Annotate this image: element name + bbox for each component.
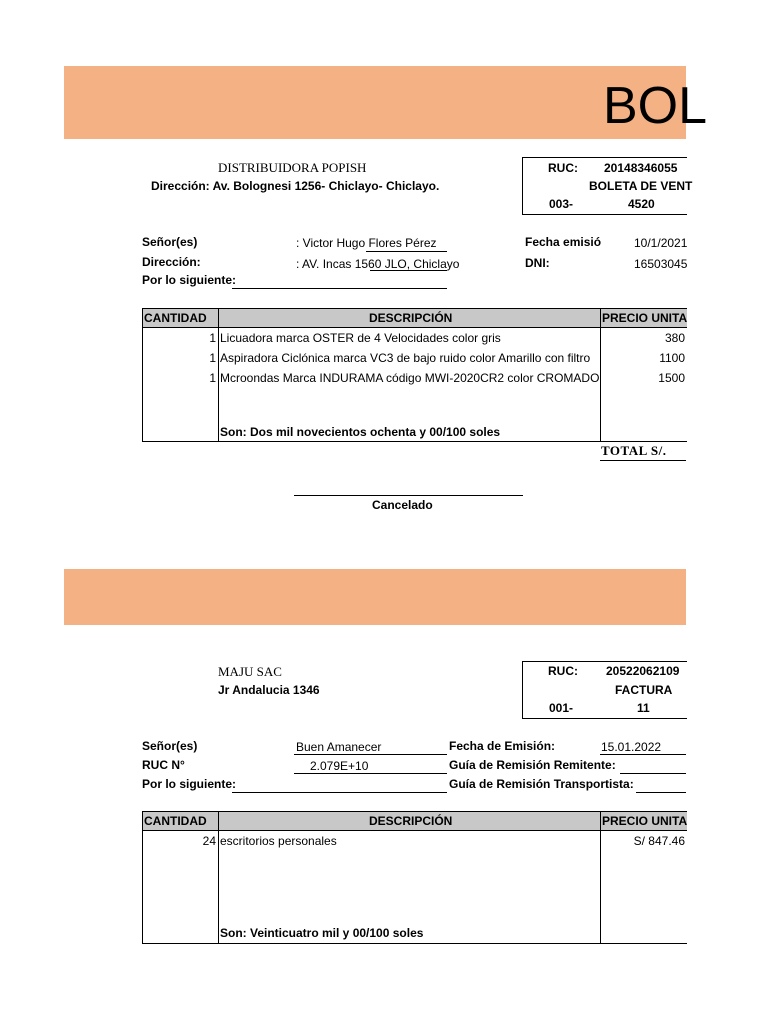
factura-ruc: 20522062109 <box>606 664 680 678</box>
boleta-row-3-desc: Mcroondas Marca INDURAMA código MWI-2020CR2 color CROMADO <box>220 371 600 385</box>
boleta-customer-label: Señor(es) <box>142 235 198 249</box>
factura-col-divider-1 <box>218 812 219 943</box>
factura-row-1-qty: 24 <box>202 834 216 848</box>
factura-date-label: Fecha de Emisión: <box>449 739 556 753</box>
boleta-ruc: 20148346055 <box>604 161 678 175</box>
boleta-address-label: Dirección: <box>142 255 201 269</box>
boleta-header-band <box>64 66 708 139</box>
boleta-doc-type: BOLETA DE VENT <box>589 179 693 193</box>
boleta-row-3-qty: 1 <box>209 371 216 385</box>
boleta-dni: 16503045 <box>634 257 688 271</box>
factura-th-price: PRECIO UNITA <box>602 814 688 828</box>
boleta-row-2-qty: 1 <box>209 351 216 365</box>
factura-th-desc: DESCRIPCIÓN <box>369 814 453 828</box>
factura-row-1-desc: escritorios personales <box>220 834 337 848</box>
boleta-date-label: Fecha emisió <box>525 235 602 249</box>
boleta-col-divider-2 <box>600 309 601 441</box>
boleta-row-3-price: 1500 <box>658 371 685 385</box>
factura-customer: Buen Amanecer <box>296 740 382 754</box>
factura-guia-transportista-line <box>636 792 686 793</box>
factura-items-table <box>142 811 687 944</box>
factura-date-underline <box>600 754 686 755</box>
factura-ruc-n-label: RUC N° <box>142 758 185 772</box>
factura-ruc-label: RUC: <box>548 664 578 678</box>
factura-company-name: MAJU SAC <box>218 664 282 679</box>
boleta-col-divider-1 <box>218 309 219 441</box>
boleta-row-2-desc: Aspiradora Ciclónica marca VC3 de bajo ruido color Amarillo con filtro <box>220 351 591 365</box>
factura-series: 001- <box>549 701 574 715</box>
boleta-company-address: Dirección: Av. Bolognesi 1256- Chiclayo- Chiclayo. <box>151 179 440 193</box>
boleta-row-1-price: 380 <box>664 331 685 345</box>
boleta-ruc-label: RUC: <box>548 161 578 175</box>
boleta-th-desc: DESCRIPCIÓN <box>369 311 453 325</box>
factura-col-divider-2 <box>600 812 601 943</box>
boleta-number: 4520 <box>628 197 655 211</box>
boleta-date: 10/1/2021 <box>634 236 688 250</box>
boleta-cancelado: Cancelado <box>372 498 433 512</box>
factura-th-qty: CANTIDAD <box>144 814 207 828</box>
boleta-th-price: PRECIO UNITA <box>602 311 688 325</box>
factura-ruc-n-underline <box>294 773 447 774</box>
factura-customer-label: Señor(es) <box>142 739 198 753</box>
boleta-customer-underline <box>366 251 447 252</box>
boleta-th-qty: CANTIDAD <box>144 311 207 325</box>
factura-company-address: Jr Andalucia 1346 <box>218 683 320 697</box>
factura-date: 15.01.2022 <box>601 740 662 754</box>
factura-por-lo-siguiente: Por lo siguiente: <box>142 777 237 791</box>
boleta-title: BOL <box>603 77 708 135</box>
boleta-por-lo-siguiente-line <box>232 288 447 289</box>
factura-son: Son: Veinticuatro mil y 00/100 soles <box>220 926 424 940</box>
factura-guia-transportista: Guía de Remisión Transportista: <box>449 777 634 791</box>
boleta-address-underline <box>370 270 447 271</box>
factura-por-lo-siguiente-line <box>232 792 447 793</box>
boleta-total-underline <box>600 460 686 461</box>
factura-header-band <box>64 569 686 625</box>
boleta-row-2-price: 1100 <box>659 351 685 365</box>
boleta-series: 003- <box>549 197 574 211</box>
boleta-por-lo-siguiente: Por lo siguiente: <box>142 273 237 287</box>
boleta-address: : AV. Incas 1560 JLO, Chiclayo <box>296 257 460 271</box>
factura-guia-remitente-line <box>620 773 686 774</box>
boleta-customer: : Victor Hugo Flores Pérez <box>296 236 437 250</box>
boleta-son: Son: Dos mil novecientos ochenta y 00/100 soles <box>220 425 501 439</box>
boleta-items-table <box>142 308 687 442</box>
boleta-row-1-qty: 1 <box>209 331 216 345</box>
boleta-dni-label: DNI: <box>525 256 550 270</box>
boleta-row-1-desc: Licuadora marca OSTER de 4 Velocidades color gris <box>220 331 501 345</box>
factura-doc-type: FACTURA <box>615 683 673 697</box>
boleta-cancelado-line <box>294 495 523 496</box>
factura-ruc-n: 2.079E+10 <box>310 759 369 773</box>
factura-guia-remitente: Guía de Remisión Remitente: <box>449 758 616 772</box>
boleta-total-label: TOTAL S/. <box>601 443 667 458</box>
boleta-company-name: DISTRIBUIDORA POPISH <box>218 160 367 175</box>
factura-row-1-price: S/ 847.46 <box>633 834 685 848</box>
factura-customer-underline <box>294 754 447 755</box>
factura-number: 11 <box>637 701 650 715</box>
